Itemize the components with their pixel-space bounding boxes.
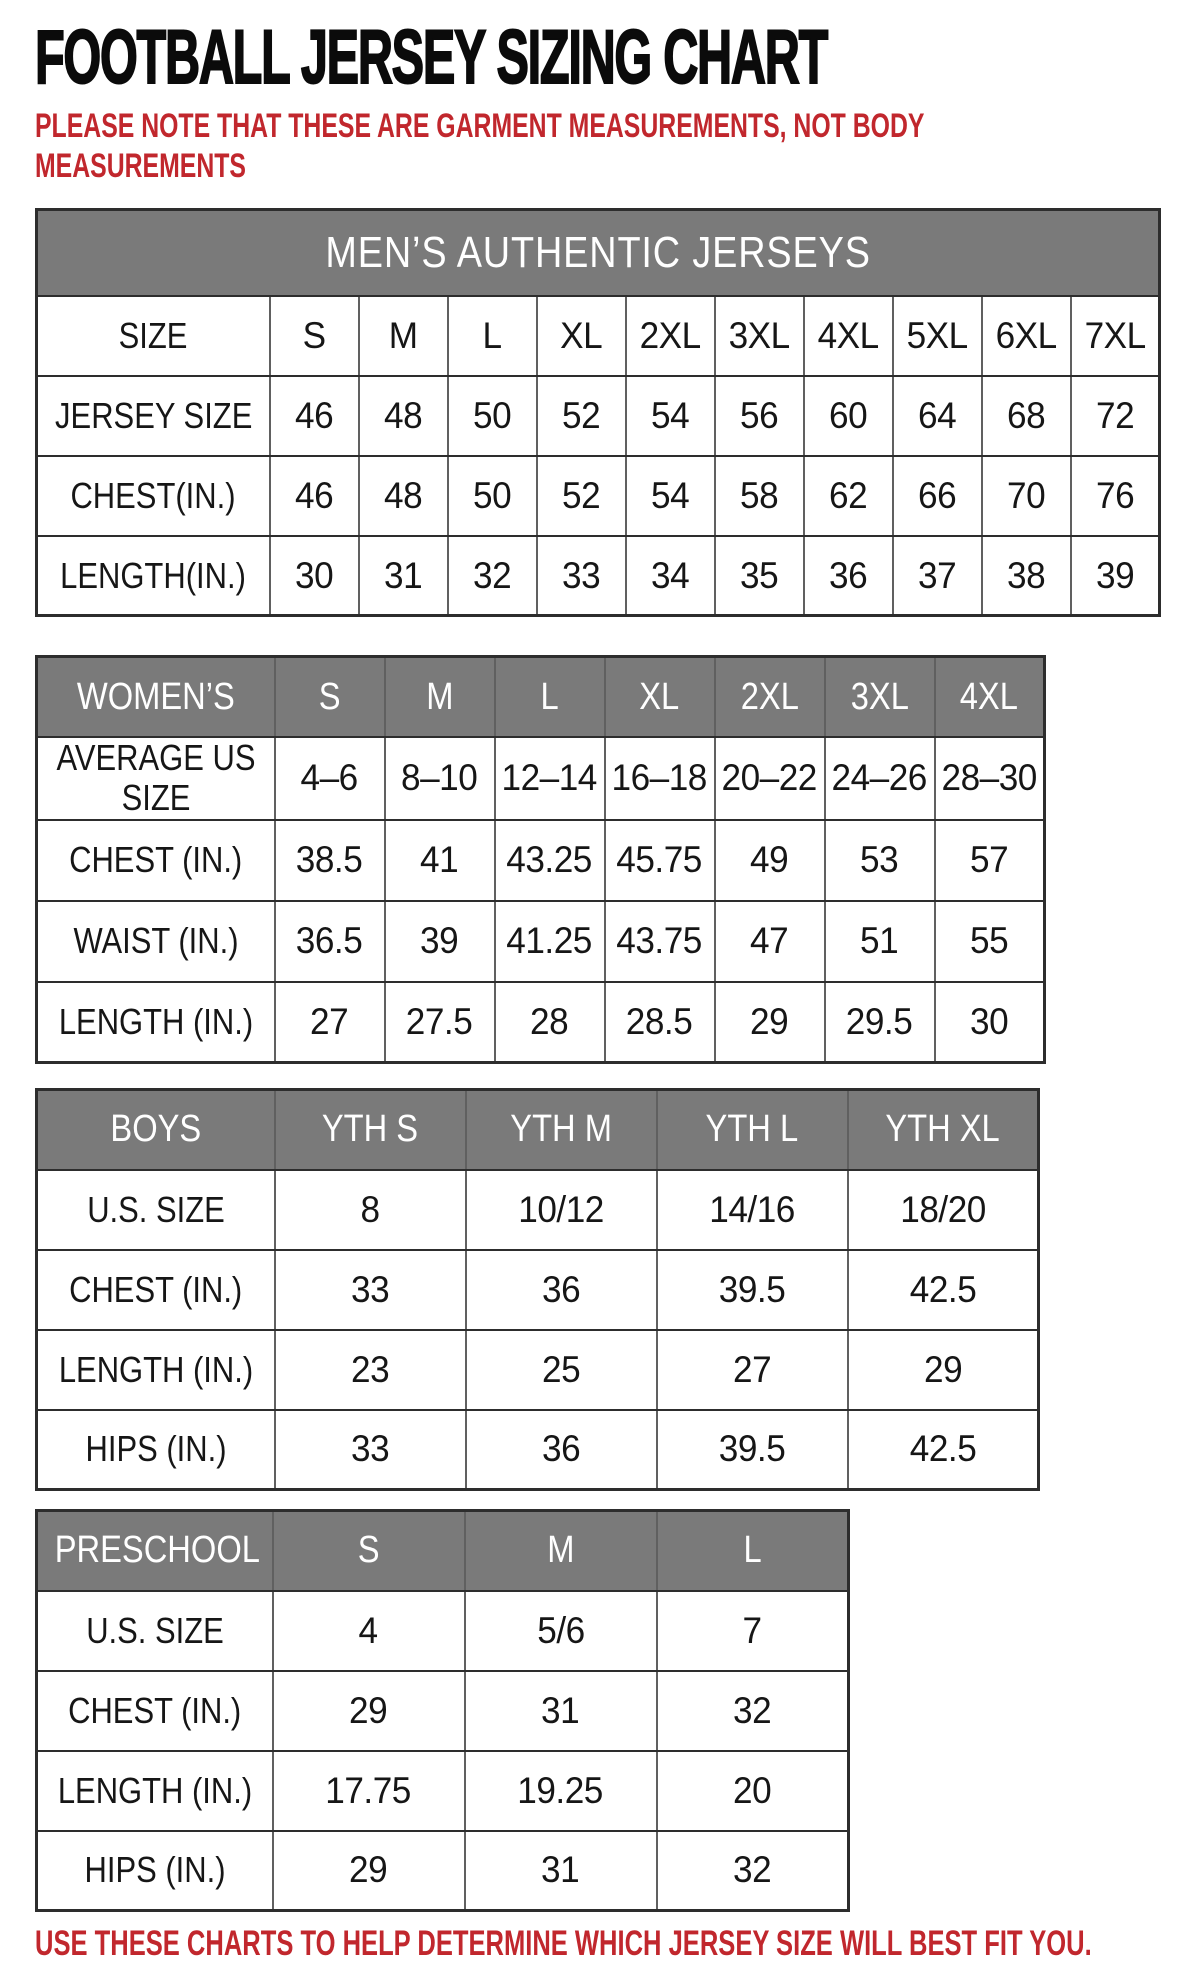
boys-us-size-row	[37, 1170, 1039, 1250]
row-label-cell: LENGTH (IN.)	[37, 982, 275, 1063]
value-cell: 43.75	[605, 901, 715, 982]
value-cell: 8	[275, 1170, 466, 1250]
note-line-1: PLEASE NOTE THAT THESE ARE GARMENT MEASUREMENTS, NOT BODY	[35, 107, 925, 146]
boys-chest-row	[37, 1250, 1039, 1330]
value-cell: 5XL	[893, 296, 982, 376]
value-cell: 66	[893, 456, 982, 536]
value-cell: 64	[893, 376, 982, 456]
value-cell: L	[448, 296, 537, 376]
value-cell: 53	[825, 820, 935, 901]
table-title-cell: WOMEN’S	[37, 657, 275, 737]
mens-length-row	[37, 536, 1160, 616]
value-cell: 4–6	[275, 737, 385, 820]
value-cell: 17.75	[273, 1751, 465, 1831]
value-cell: 28–30	[935, 737, 1045, 820]
value-cell: 55	[935, 901, 1045, 982]
womens-length-row	[37, 982, 1045, 1063]
value-cell: 31	[359, 536, 448, 616]
value-cell: 31	[465, 1831, 657, 1911]
row-label-cell: AVERAGE US SIZE	[37, 737, 275, 820]
value-cell: 27	[657, 1330, 848, 1410]
value-cell: 4XL	[804, 296, 893, 376]
value-cell: 7	[657, 1591, 849, 1671]
value-cell: 8–10	[385, 737, 495, 820]
value-cell: 20–22	[715, 737, 825, 820]
value-cell: 39	[1071, 536, 1160, 616]
value-cell: M	[359, 296, 448, 376]
row-label-cell: CHEST (IN.)	[37, 1250, 275, 1330]
value-cell: 20	[657, 1751, 849, 1831]
garment-measurements-note	[35, 106, 1165, 186]
value-cell: 28.5	[605, 982, 715, 1063]
value-cell: 37	[893, 536, 982, 616]
row-label-cell: JERSEY SIZE	[37, 376, 270, 456]
value-cell: 62	[804, 456, 893, 536]
preschool-length-row	[37, 1751, 849, 1831]
value-cell: 33	[275, 1250, 466, 1330]
value-cell: 54	[626, 456, 715, 536]
value-cell: 19.25	[465, 1751, 657, 1831]
value-cell: 29.5	[825, 982, 935, 1063]
value-cell: 36	[466, 1410, 657, 1490]
value-cell: 29	[848, 1330, 1039, 1410]
value-cell: 58	[715, 456, 804, 536]
column-header-cell: M	[465, 1511, 657, 1591]
value-cell: 35	[715, 536, 804, 616]
value-cell: XL	[537, 296, 626, 376]
column-header-cell: L	[495, 657, 605, 737]
table-title-cell: PRESCHOOL	[37, 1511, 273, 1591]
value-cell: 50	[448, 376, 537, 456]
value-cell: 39	[385, 901, 495, 982]
value-cell: 46	[270, 456, 359, 536]
value-cell: 16–18	[605, 737, 715, 820]
value-cell: 50	[448, 456, 537, 536]
value-cell: 4	[273, 1591, 465, 1671]
value-cell: 29	[715, 982, 825, 1063]
value-cell: 42.5	[848, 1410, 1039, 1490]
value-cell: 23	[275, 1330, 466, 1410]
value-cell: 41	[385, 820, 495, 901]
column-header-cell: M	[385, 657, 495, 737]
mens-banner	[37, 210, 1160, 296]
value-cell: 30	[935, 982, 1045, 1063]
value-cell: 48	[359, 376, 448, 456]
preschool-us-size-row	[37, 1591, 849, 1671]
value-cell: 41.25	[495, 901, 605, 982]
value-cell: 3XL	[715, 296, 804, 376]
value-cell: 76	[1071, 456, 1160, 536]
row-label-cell: LENGTH (IN.)	[37, 1330, 275, 1410]
mens-banner-label: MEN’S AUTHENTIC JERSEYS	[325, 228, 871, 278]
mens-banner-row	[37, 210, 1160, 296]
column-header-cell: S	[275, 657, 385, 737]
value-cell: 24–26	[825, 737, 935, 820]
value-cell: 42.5	[848, 1250, 1039, 1330]
mens-jersey-size-row	[37, 376, 1160, 456]
value-cell: 47	[715, 901, 825, 982]
column-header-cell: YTH L	[657, 1090, 848, 1170]
column-header-cell: L	[657, 1511, 849, 1591]
row-label-cell: SIZE	[37, 296, 270, 376]
preschool-table	[35, 1509, 850, 1912]
value-cell: 54	[626, 376, 715, 456]
column-header-cell: 4XL	[935, 657, 1045, 737]
boys-header-row	[37, 1090, 1039, 1170]
mens-chest-row	[37, 456, 1160, 536]
value-cell: 27.5	[385, 982, 495, 1063]
row-label-cell: LENGTH (IN.)	[37, 1751, 273, 1831]
row-label-cell: CHEST(IN.)	[37, 456, 270, 536]
womens-waist-row	[37, 901, 1045, 982]
value-cell: 14/16	[657, 1170, 848, 1250]
value-cell: 36	[804, 536, 893, 616]
column-header-cell: 3XL	[825, 657, 935, 737]
preschool-hips-row	[37, 1831, 849, 1911]
value-cell: 27	[275, 982, 385, 1063]
value-cell: 70	[982, 456, 1071, 536]
value-cell: 33	[275, 1410, 466, 1490]
value-cell: 60	[804, 376, 893, 456]
value-cell: 39.5	[657, 1250, 848, 1330]
value-cell: 72	[1071, 376, 1160, 456]
womens-chest-row	[37, 820, 1045, 901]
value-cell: 38.5	[275, 820, 385, 901]
boys-length-row	[37, 1330, 1039, 1410]
value-cell: 36.5	[275, 901, 385, 982]
value-cell: 68	[982, 376, 1071, 456]
preschool-header-row	[37, 1511, 849, 1591]
value-cell: 38	[982, 536, 1071, 616]
row-label-cell: CHEST (IN.)	[37, 1671, 273, 1751]
value-cell: 29	[273, 1831, 465, 1911]
page-title: FOOTBALL JERSEY SIZING CHART	[35, 15, 828, 100]
value-cell: 49	[715, 820, 825, 901]
row-label-cell: LENGTH(IN.)	[37, 536, 270, 616]
value-cell: 45.75	[605, 820, 715, 901]
womens-table	[35, 655, 1046, 1064]
value-cell: 33	[537, 536, 626, 616]
value-cell: 30	[270, 536, 359, 616]
womens-us-size-row	[37, 737, 1045, 820]
value-cell: 32	[657, 1671, 849, 1751]
column-header-cell: S	[273, 1511, 465, 1591]
value-cell: 43.25	[495, 820, 605, 901]
value-cell: 31	[465, 1671, 657, 1751]
row-label-cell: HIPS (IN.)	[37, 1410, 275, 1490]
row-label-cell: WAIST (IN.)	[37, 901, 275, 982]
mens-size-row	[37, 296, 1160, 376]
value-cell: 57	[935, 820, 1045, 901]
value-cell: 32	[448, 536, 537, 616]
column-header-cell: YTH M	[466, 1090, 657, 1170]
value-cell: 52	[537, 376, 626, 456]
value-cell: 12–14	[495, 737, 605, 820]
row-label-cell: HIPS (IN.)	[37, 1831, 273, 1911]
value-cell: 56	[715, 376, 804, 456]
row-label-cell: CHEST (IN.)	[37, 820, 275, 901]
table-title-cell: BOYS	[37, 1090, 275, 1170]
row-label-cell: U.S. SIZE	[37, 1591, 273, 1671]
value-cell: 25	[466, 1330, 657, 1410]
value-cell: 28	[495, 982, 605, 1063]
column-header-cell: XL	[605, 657, 715, 737]
value-cell: 10/12	[466, 1170, 657, 1250]
value-cell: 51	[825, 901, 935, 982]
mens-authentic-jerseys-table	[35, 208, 1161, 617]
preschool-chest-row	[37, 1671, 849, 1751]
boys-hips-row	[37, 1410, 1039, 1490]
value-cell: 32	[657, 1831, 849, 1911]
value-cell: 46	[270, 376, 359, 456]
boys-table	[35, 1088, 1040, 1491]
value-cell: S	[270, 296, 359, 376]
column-header-cell: 2XL	[715, 657, 825, 737]
value-cell: 39.5	[657, 1410, 848, 1490]
value-cell: 5/6	[465, 1591, 657, 1671]
fit-advice-note: USE THESE CHARTS TO HELP DETERMINE WHICH JERSEY SIZE WILL BEST FIT YOU.	[35, 1924, 1092, 1964]
womens-header-row	[37, 657, 1045, 737]
note-line-2: MEASUREMENTS	[35, 147, 246, 186]
value-cell: 34	[626, 536, 715, 616]
value-cell: 52	[537, 456, 626, 536]
value-cell: 2XL	[626, 296, 715, 376]
column-header-cell: YTH S	[275, 1090, 466, 1170]
value-cell: 36	[466, 1250, 657, 1330]
value-cell: 29	[273, 1671, 465, 1751]
column-header-cell: YTH XL	[848, 1090, 1039, 1170]
value-cell: 7XL	[1071, 296, 1160, 376]
value-cell: 6XL	[982, 296, 1071, 376]
value-cell: 18/20	[848, 1170, 1039, 1250]
row-label-cell: U.S. SIZE	[37, 1170, 275, 1250]
value-cell: 48	[359, 456, 448, 536]
